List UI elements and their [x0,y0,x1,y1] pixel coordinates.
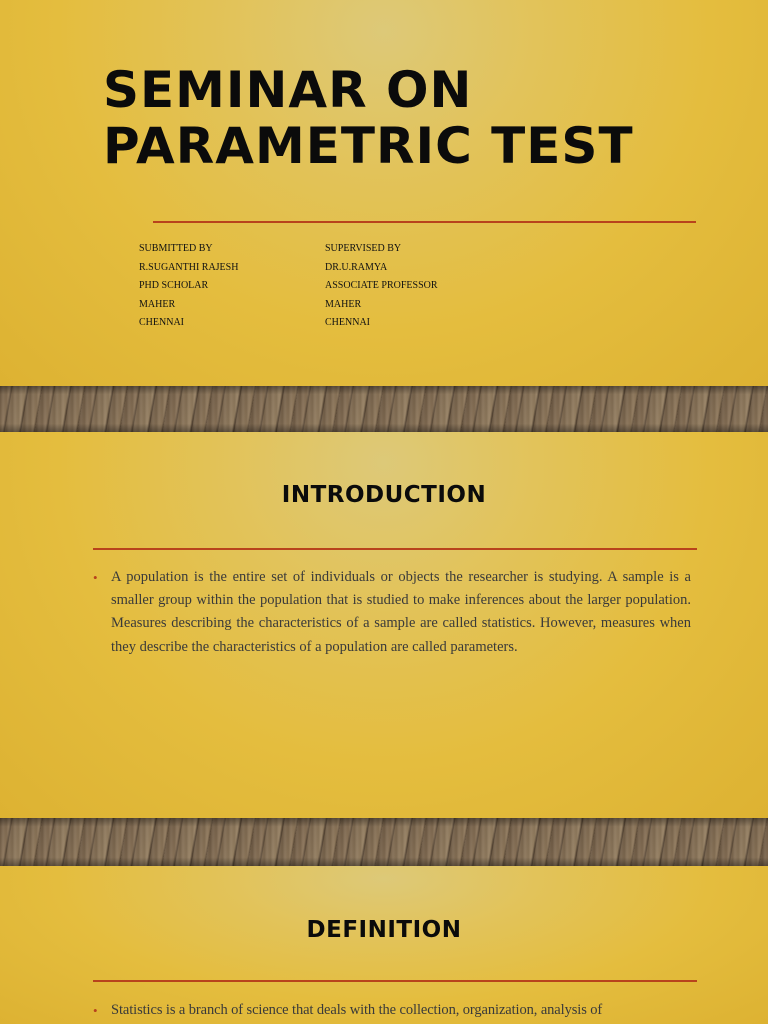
supervisor-role: ASSOCIATE PROFESSOR [325,280,438,292]
slide-title-line-2: PARAMETRIC TEST [103,117,634,175]
bullet-icon: • [93,1003,98,1018]
supervisor-name: DR.U.RAMYA [325,261,388,273]
title-divider [153,221,696,223]
slide-title-line-1: SEMINAR ON [103,61,473,119]
wood-floor-divider [0,386,768,432]
submitter-city: CHENNAI [139,317,184,329]
supervisor-city: CHENNAI [325,317,370,329]
submitter-role: PHD SCHOLAR [139,280,209,292]
supervised-by-block [325,240,438,333]
definition-slide [0,866,768,1024]
definition-divider [93,980,697,982]
definition-heading: DEFINITION [306,917,462,943]
submitter-org: MAHER [139,298,176,310]
introduction-divider [93,548,697,550]
title-slide [0,0,768,386]
introduction-bullet [93,566,691,659]
wood-floor-divider [0,818,768,866]
introduction-slide [0,432,768,818]
definition-bullet [93,999,691,1023]
supervisor-org: MAHER [325,298,362,310]
submitter-name: R.SUGANTHI RAJESH [139,261,239,273]
introduction-bullet-text: A population is the entire set of individuals or objects the researcher is studying. A sample is a smaller group within the population that is studied to make inferences about the larger population. Measures describing the characteristics of a sample are called statistics. However, measures when they describe the characteristics of a population are called parameters. [111,569,691,655]
submitted-by-block [139,240,238,333]
definition-bullet-text: Statistics is a branch of science that deals with the collection, organization, analysis of [111,1002,603,1018]
introduction-heading: INTRODUCTION [281,482,487,508]
supervised-by-heading: SUPERVISED BY [325,243,402,254]
slide-title [103,62,723,174]
bullet-icon: • [93,570,98,585]
submitted-by-heading: SUBMITTED BY [139,243,213,254]
